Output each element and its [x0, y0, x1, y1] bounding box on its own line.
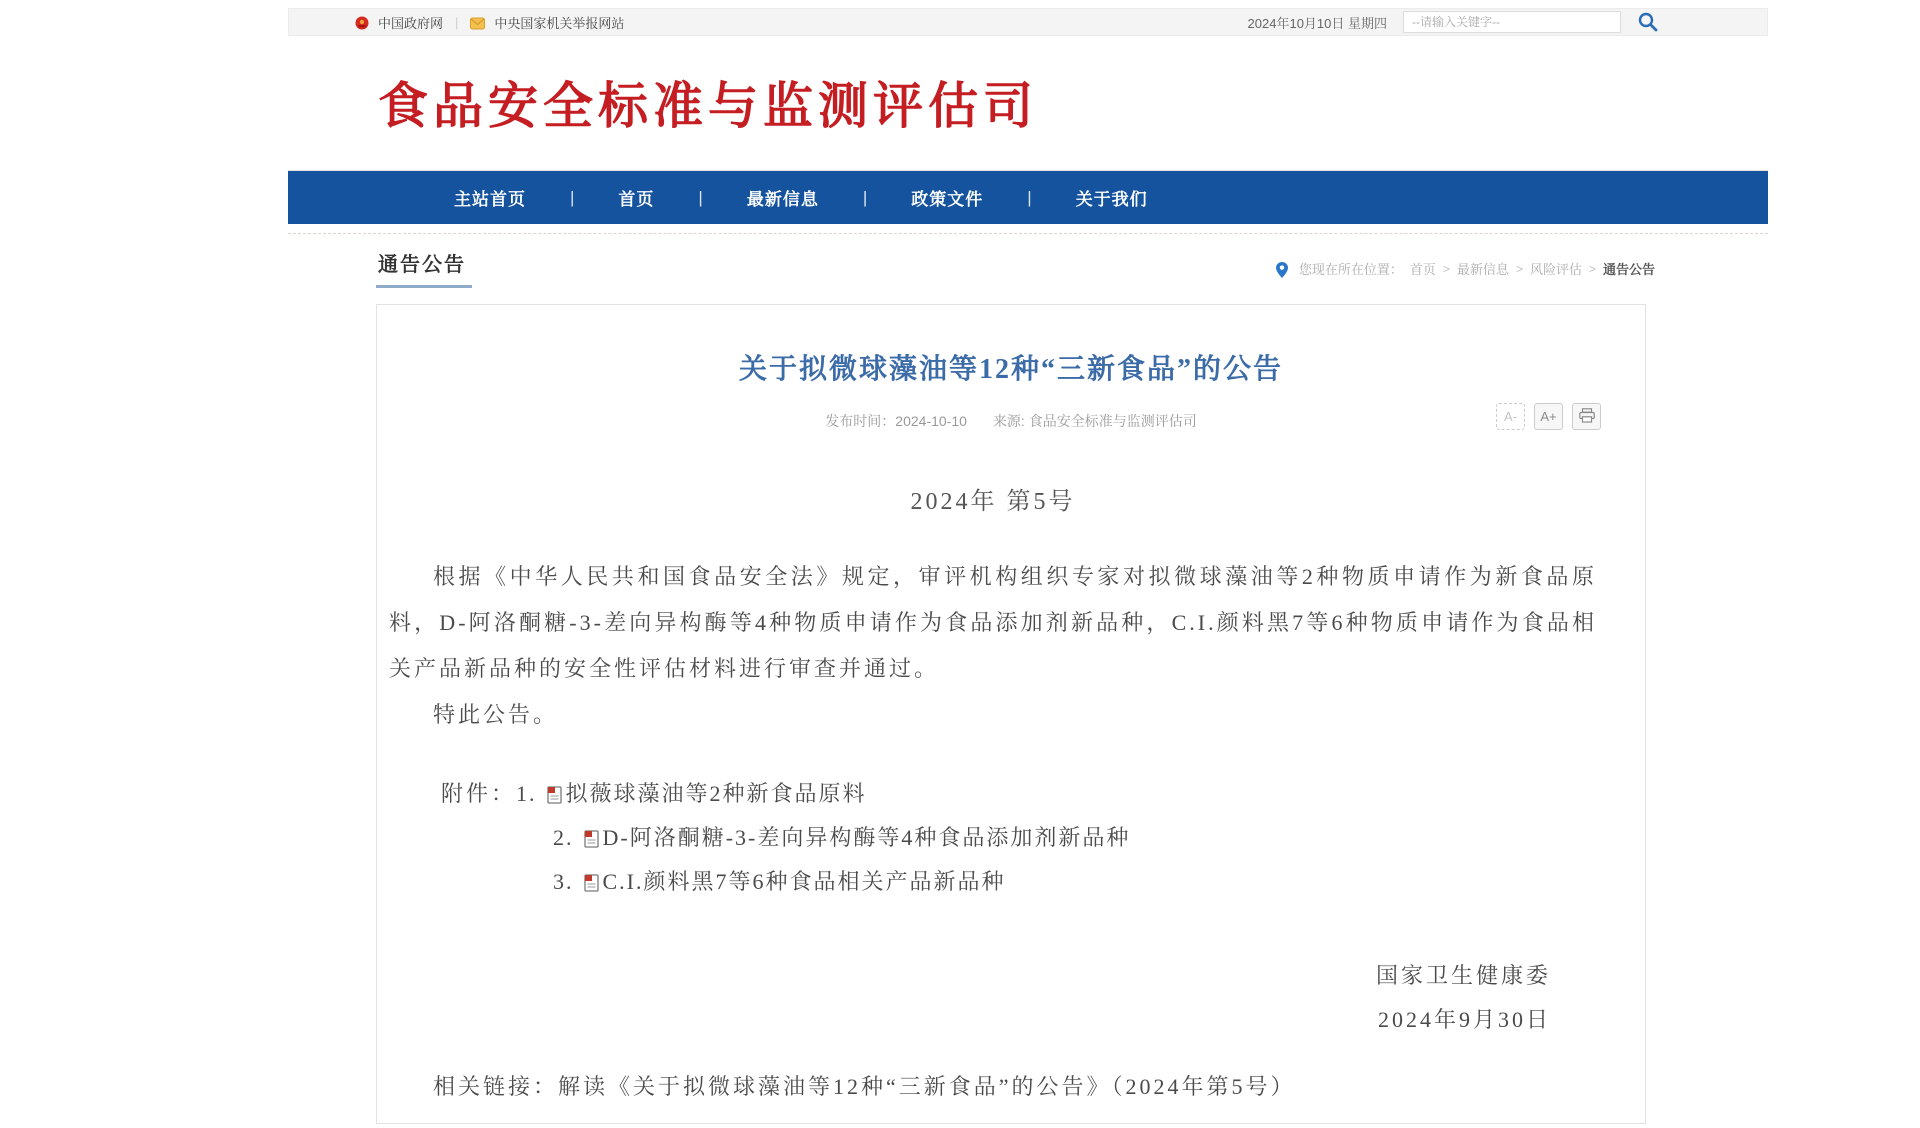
attachment-link[interactable]: 拟薇球藻油等2种新食品原料	[565, 781, 867, 806]
attachments	[389, 772, 1597, 904]
search-input[interactable]	[1403, 11, 1621, 33]
signature-date: 2024年9月30日	[1377, 1007, 1551, 1032]
current-date: 2024年10月10日 星期四	[1247, 15, 1387, 31]
link-china-gov[interactable]	[355, 13, 443, 32]
source-value: 食品安全标准与监测评估司	[1028, 413, 1197, 429]
font-decrease-button[interactable]: A-	[1496, 403, 1525, 430]
nav-separator: |	[862, 187, 868, 207]
nav-item-latest-news[interactable]: 最新信息	[746, 190, 819, 209]
breadcrumb-risk-assessment[interactable]: 风险评估	[1529, 262, 1582, 277]
publish-time-label: 发布时间：	[825, 413, 896, 429]
search-icon[interactable]	[1637, 11, 1659, 33]
source-label: 来源:	[992, 413, 1025, 429]
attachment-row	[389, 772, 1597, 816]
signature-block	[389, 954, 1597, 1042]
signature-org: 国家卫生健康委	[1375, 963, 1551, 988]
nav-item-main-home[interactable]: 主站首页	[454, 190, 526, 209]
breadcrumb	[1276, 259, 1655, 288]
printer-icon	[1579, 408, 1595, 426]
topbar-links	[355, 13, 624, 32]
link-report-site[interactable]	[470, 13, 624, 32]
site-title: 食品安全标准与监测评估司	[378, 78, 1038, 134]
location-pin-icon	[1276, 262, 1288, 278]
site-header	[288, 36, 1768, 170]
font-increase-button[interactable]: A+	[1534, 403, 1563, 430]
topbar-link-separator: |	[455, 14, 459, 30]
section-row	[376, 242, 1655, 288]
attachment-number: 1.	[516, 781, 537, 806]
publish-time-value: 2024-10-10	[895, 413, 967, 429]
national-emblem-icon	[355, 16, 369, 30]
paragraph: 根据《中华人民共和国食品安全法》规定，审评机构组织专家对拟微球藻油等2种物质申请作为新食品原料，D-阿洛酮糖-3-差向异构酶等4种物质申请作为食品添加剂新品种，C.I.颜料黑7等6种物质申请作为食品相关产品新品种的安全性评估材料进行审查并通过。	[389, 564, 1597, 681]
article-meta	[377, 411, 1645, 431]
nav-separator: |	[698, 187, 703, 207]
article-tools	[1496, 403, 1601, 430]
related-interpretation-link[interactable]: 解读《关于拟微球藻油等12种“三新食品”的公告》（2024年第5号）	[558, 1074, 1296, 1099]
breadcrumb-latest-news[interactable]: 最新信息	[1456, 262, 1509, 277]
breadcrumb-separator: >	[1588, 261, 1596, 276]
attachment-link[interactable]: D-阿洛酮糖-3-差向异构酶等4种食品添加剂新品种	[602, 825, 1131, 850]
topbar	[288, 8, 1768, 36]
attachment-row	[389, 860, 1597, 904]
nav-item-home[interactable]: 首页	[618, 190, 655, 209]
breadcrumb-separator: >	[1515, 261, 1523, 276]
document-number: 2024年 第5号	[910, 489, 1076, 515]
page-container	[288, 8, 1768, 1124]
nav-item-policy-documents[interactable]: 政策文件	[911, 190, 984, 209]
related-links-row	[389, 1070, 1597, 1101]
doc-file-icon	[584, 874, 599, 892]
doc-file-icon	[547, 786, 562, 804]
attachment-number: 3.	[553, 869, 574, 894]
report-site-icon	[470, 17, 485, 30]
article-title: 关于拟微球藻油等12种“三新食品”的公告	[738, 354, 1283, 385]
related-links-label: 相关链接：	[433, 1074, 559, 1099]
breadcrumb-home[interactable]: 首页	[1409, 262, 1436, 277]
paragraph: 特此公告。	[433, 702, 559, 727]
dashed-divider	[288, 224, 1768, 234]
attachment-row	[389, 816, 1597, 860]
print-button[interactable]	[1572, 403, 1601, 430]
breadcrumb-separator: >	[1442, 261, 1450, 276]
breadcrumb-current: 通告公告	[1602, 262, 1655, 277]
attachment-link[interactable]: C.I.颜料黑7等6种食品相关产品新品种	[602, 869, 1006, 894]
nav-separator: |	[1027, 187, 1032, 207]
section-title: 通告公告	[376, 242, 472, 288]
topbar-right	[1248, 11, 1659, 33]
nav-item-about-us[interactable]: 关于我们	[1075, 190, 1148, 209]
attachment-number: 2.	[553, 825, 574, 850]
breadcrumb-prefix: 您现在所在位置：	[1298, 262, 1403, 277]
article-box	[376, 304, 1646, 1124]
nav-separator: |	[570, 187, 575, 207]
link-report-site-label: 中央国家机关举报网站	[494, 15, 625, 31]
document-body	[377, 481, 1645, 1101]
attachments-label: 附件：	[441, 781, 517, 806]
doc-file-icon	[584, 830, 599, 848]
link-china-gov-label: 中国政府网	[378, 15, 444, 31]
main-nav	[288, 170, 1768, 224]
